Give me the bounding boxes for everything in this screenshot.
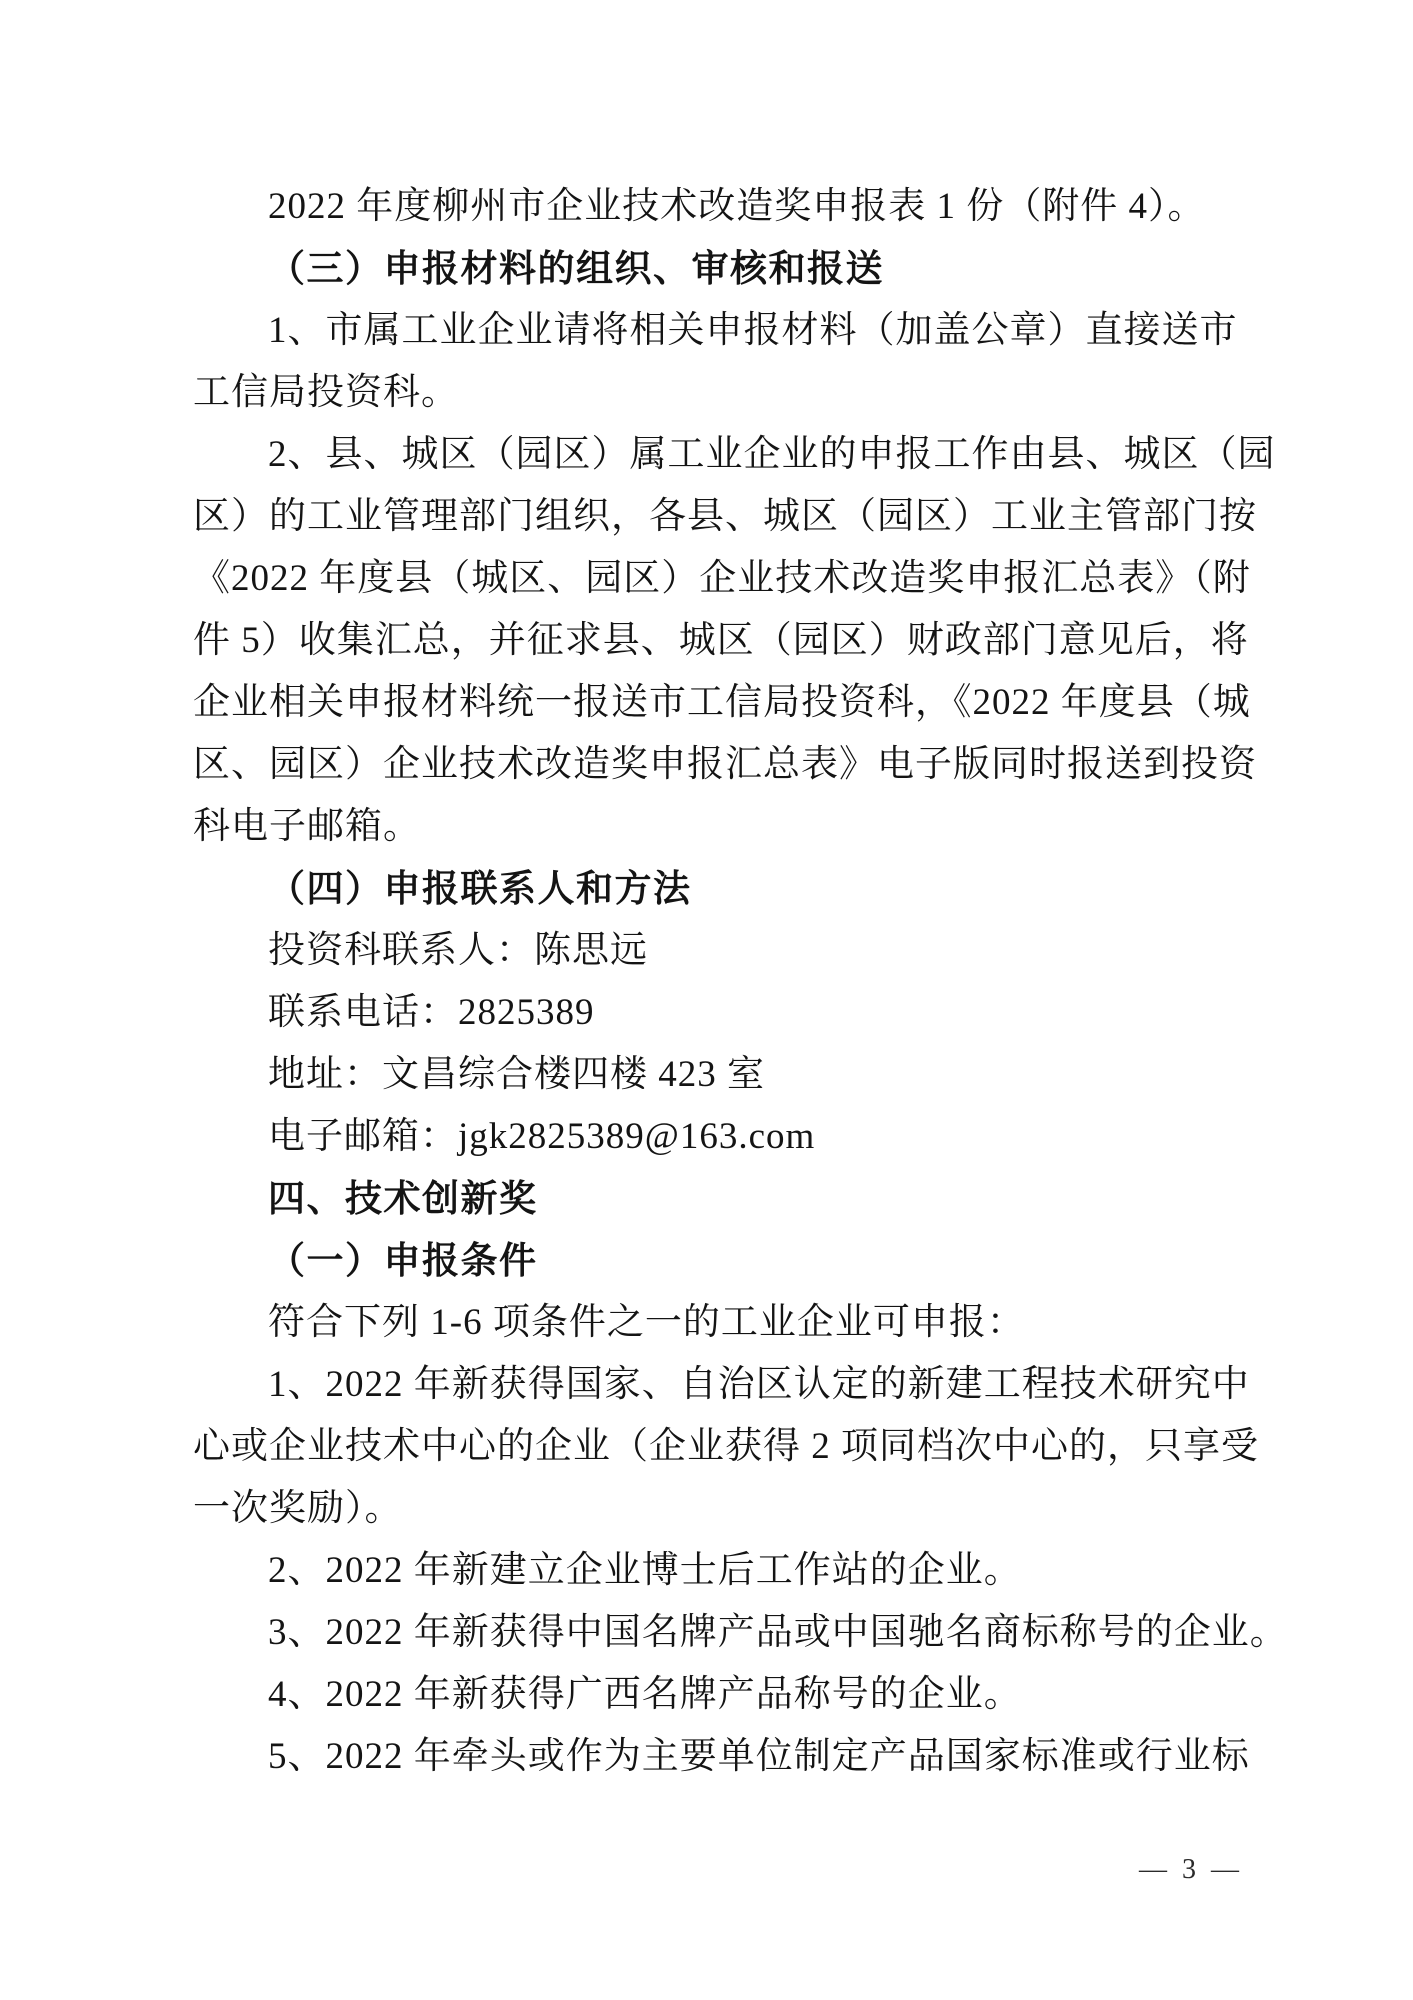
contact-address-line: 地址：文昌综合楼四楼 423 室 (268, 1054, 765, 1095)
condition-2-line: 2、2022 年新建立企业博士后工作站的企业。 (268, 1550, 1022, 1591)
contact-email-line: 电子邮箱：jgk2825389@163.com (268, 1116, 816, 1157)
condition-5-line: 5、2022 年牵头或作为主要单位制定产品国家标准或行业标 (268, 1736, 1250, 1777)
paragraph-line: 科电子邮箱。 (193, 806, 421, 847)
paragraph-line: 2022 年度柳州市企业技术改造奖申报表 1 份（附件 4）。 (268, 186, 1206, 227)
paragraph-line: 2、县、城区（园区）属工业企业的申报工作由县、城区（园 (268, 434, 1276, 475)
paragraph-line: 企业相关申报材料统一报送市工信局投资科，《2022 年度县（城 (193, 682, 1251, 723)
chapter-heading-innovation-award: 四、技术创新奖 (268, 1178, 538, 1219)
paragraph-line: 1、市属工业企业请将相关申报材料（加盖公章）直接送市 (268, 310, 1238, 351)
subsection-heading-conditions: （一）申报条件 (268, 1240, 538, 1281)
paragraph-line: 区、园区）企业技术改造奖申报汇总表》电子版同时报送到投资 (193, 744, 1257, 785)
document-body (193, 176, 1288, 1788)
paragraph-line: 区）的工业管理部门组织，各县、城区（园区）工业主管部门按 (193, 496, 1257, 537)
condition-3-line: 3、2022 年新获得中国名牌产品或中国驰名商标称号的企业。 (268, 1612, 1288, 1653)
section-heading-4: （四）申报联系人和方法 (268, 868, 692, 909)
condition-1-line: 心或企业技术中心的企业（企业获得 2 项同档次中心的，只享受 (193, 1426, 1259, 1467)
condition-1-line: 一次奖励）。 (193, 1488, 403, 1529)
section-heading-3: （三）申报材料的组织、审核和报送 (268, 248, 884, 289)
paragraph-line: 工信局投资科。 (193, 372, 459, 413)
condition-1-line: 1、2022 年新获得国家、自治区认定的新建工程技术研究中 (268, 1364, 1250, 1405)
paragraph-line: 件 5）收集汇总，并征求县、城区（园区）财政部门意见后，将 (193, 620, 1249, 661)
contact-phone-line: 联系电话：2825389 (268, 992, 595, 1033)
paragraph-line: 符合下列 1-6 项条件之一的工业企业可申报： (268, 1302, 1025, 1343)
page-number: — 3 — (1139, 1854, 1243, 1885)
paragraph-line: 《2022 年度县（城区、园区）企业技术改造奖申报汇总表》（附 (193, 558, 1251, 599)
contact-person-line: 投资科联系人：陈思远 (268, 930, 648, 971)
condition-4-line: 4、2022 年新获得广西名牌产品称号的企业。 (268, 1674, 1022, 1715)
